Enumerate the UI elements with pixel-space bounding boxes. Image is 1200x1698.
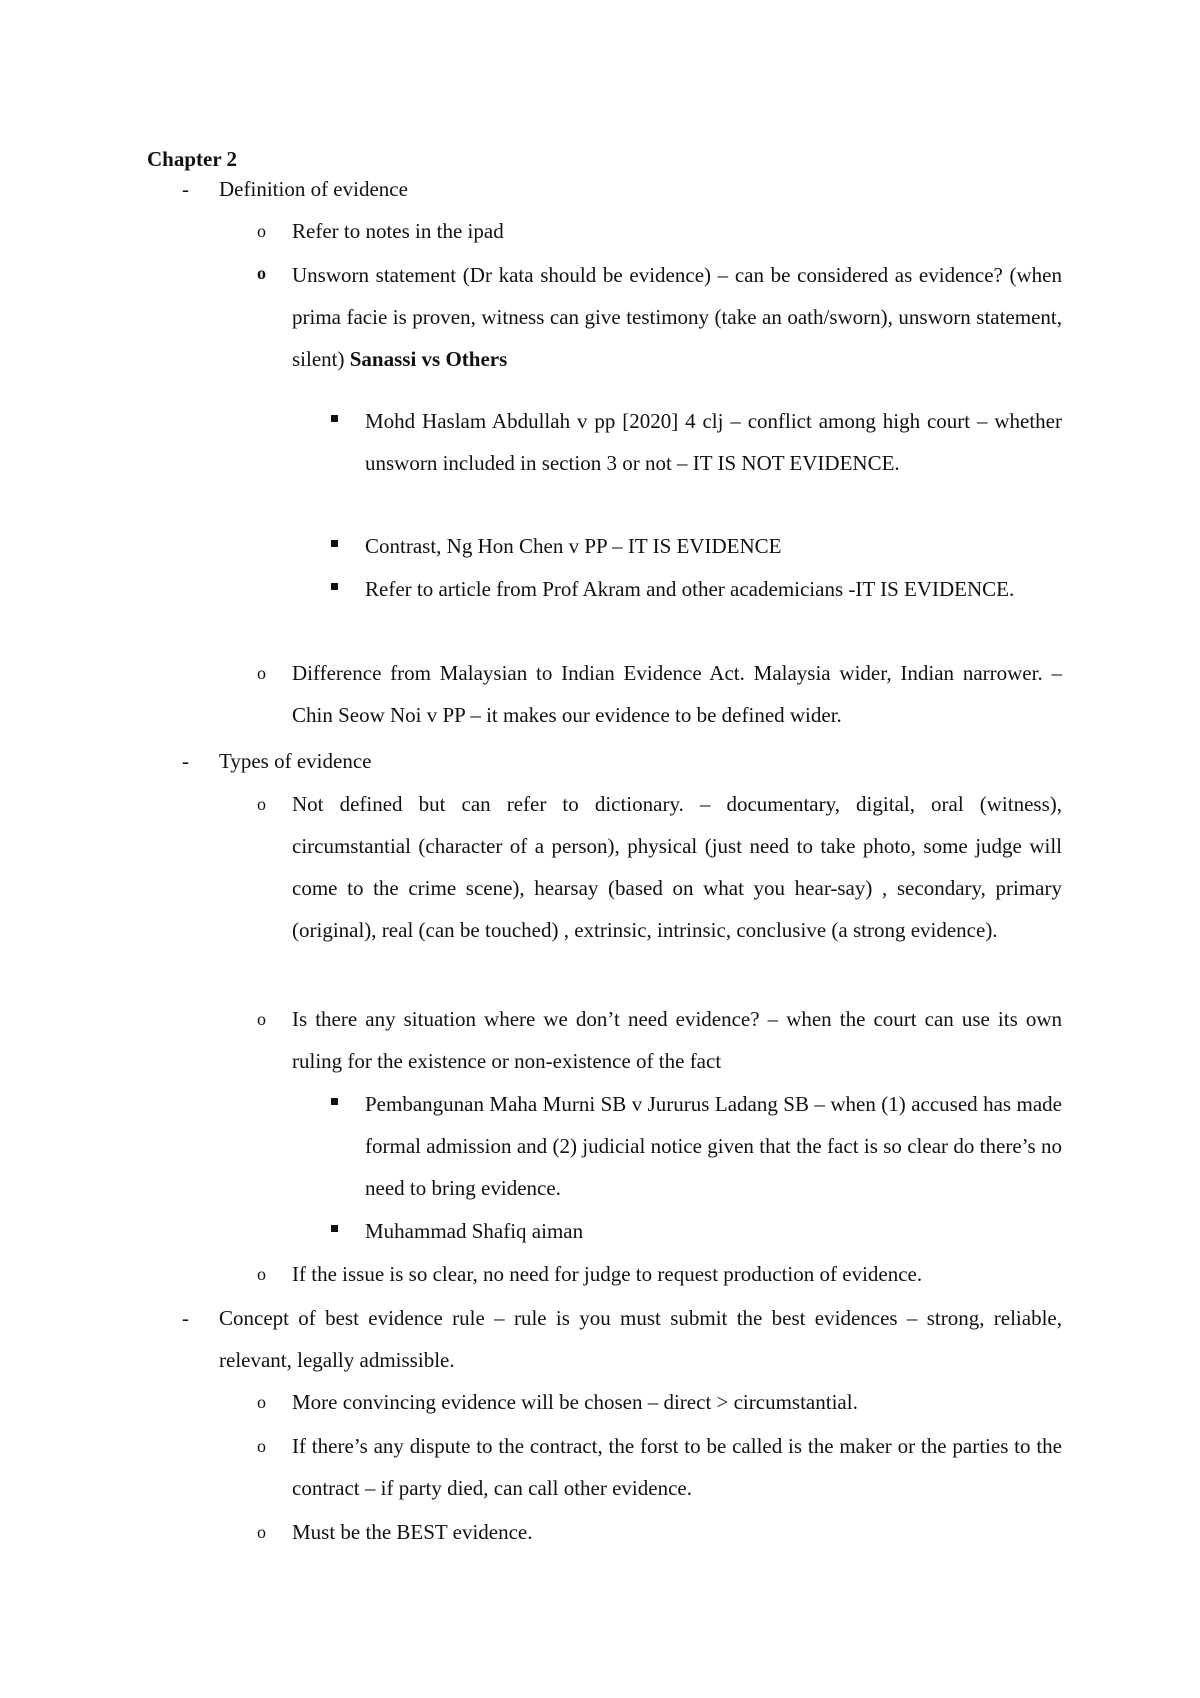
- subitem-prof-akram: Refer to article from Prof Akram and other academicians -IT IS EVIDENCE.: [365, 577, 1015, 601]
- square-bullet-icon: [331, 1225, 338, 1232]
- circle-bullet-icon: o: [257, 221, 266, 241]
- circle-bullet-icon: o: [257, 1264, 266, 1284]
- section-definition-of-evidence: Definition of evidence: [219, 177, 408, 201]
- circle-bullet-icon: o: [257, 263, 266, 283]
- item-issue-clear: If the issue is so clear, no need for judge to request production of evidence.: [292, 1262, 923, 1286]
- item-refer-notes: Refer to notes in the ipad: [292, 219, 504, 243]
- item-malaysian-vs-indian: Difference from Malaysian to Indian Evidence Act. Malaysia wider, Indian narrower. – Chin Seow Noi v PP – it makes our evidence to be defined wider.: [292, 661, 1062, 727]
- item-dispute-contract: If there’s any dispute to the contract, the forst to be called is the maker or the parties to the contract – if party died, can call other evidence.: [292, 1434, 1062, 1500]
- square-bullet-icon: [331, 415, 338, 422]
- section-best-evidence-rule: Concept of best evidence rule – rule is you must submit the best evidences – strong, reliable, relevant, legally admissible.: [219, 1306, 1062, 1372]
- item-no-evidence-needed: Is there any situation where we don’t need evidence? – when the court can use its own ruling for the existence or non-existence of the fact: [292, 1007, 1062, 1073]
- item-not-defined: Not defined but can refer to dictionary. – documentary, digital, oral (witness), circumstantial (character of a person), physical (just need to take photo, some judge will come to the crime scene), hearsay (based on what you hear-say) , secondary, primary (original), real (can be touched) , extrinsic, intrinsic, conclusive (a strong evidence).: [292, 792, 1062, 942]
- item-more-convincing: More convincing evidence will be chosen – direct > circumstantial.: [292, 1390, 858, 1414]
- circle-bullet-icon: o: [257, 1436, 266, 1456]
- square-bullet-icon: [331, 1098, 338, 1105]
- subitem-mohd-haslam: Mohd Haslam Abdullah v pp [2020] 4 clj – conflict among high court – whether unsworn included in section 3 or not – IT IS NOT EVIDENCE.: [365, 409, 1062, 475]
- case-sanassi: Sanassi vs Others: [349, 347, 508, 371]
- subitem-pembangunan: Pembangunan Maha Murni SB v Jururus Ladang SB – when (1) accused has made formal admission and (2) judicial notice given that the fact is so clear do there’s no need to bring evidence.: [365, 1092, 1062, 1200]
- circle-bullet-icon: o: [257, 1522, 266, 1542]
- unsworn-statement-text: Unsworn statement (Dr kata should be evidence) – can be considered as evidence? (when prima facie is proven, witness can give testimony (take an oath/sworn), unsworn statement, silent): [292, 263, 1062, 371]
- circle-bullet-icon: o: [257, 1009, 266, 1029]
- subitem-muhammad-shafiq: Muhammad Shafiq aiman: [365, 1219, 584, 1243]
- dash-bullet-icon: -: [182, 177, 189, 201]
- section-types-of-evidence: Types of evidence: [219, 749, 372, 773]
- chapter-title: Chapter 2: [147, 147, 238, 171]
- item-best-evidence: Must be the BEST evidence.: [292, 1520, 533, 1544]
- item-unsworn-statement: [292, 254, 1062, 380]
- circle-bullet-icon: o: [257, 663, 266, 683]
- dash-bullet-icon: -: [182, 1306, 189, 1330]
- square-bullet-icon: [331, 540, 338, 547]
- circle-bullet-icon: o: [257, 1392, 266, 1412]
- circle-bullet-icon: o: [257, 794, 266, 814]
- dash-bullet-icon: -: [182, 749, 189, 773]
- subitem-ng-hon-chen: Contrast, Ng Hon Chen v PP – IT IS EVIDENCE: [365, 534, 782, 558]
- square-bullet-icon: [331, 583, 338, 590]
